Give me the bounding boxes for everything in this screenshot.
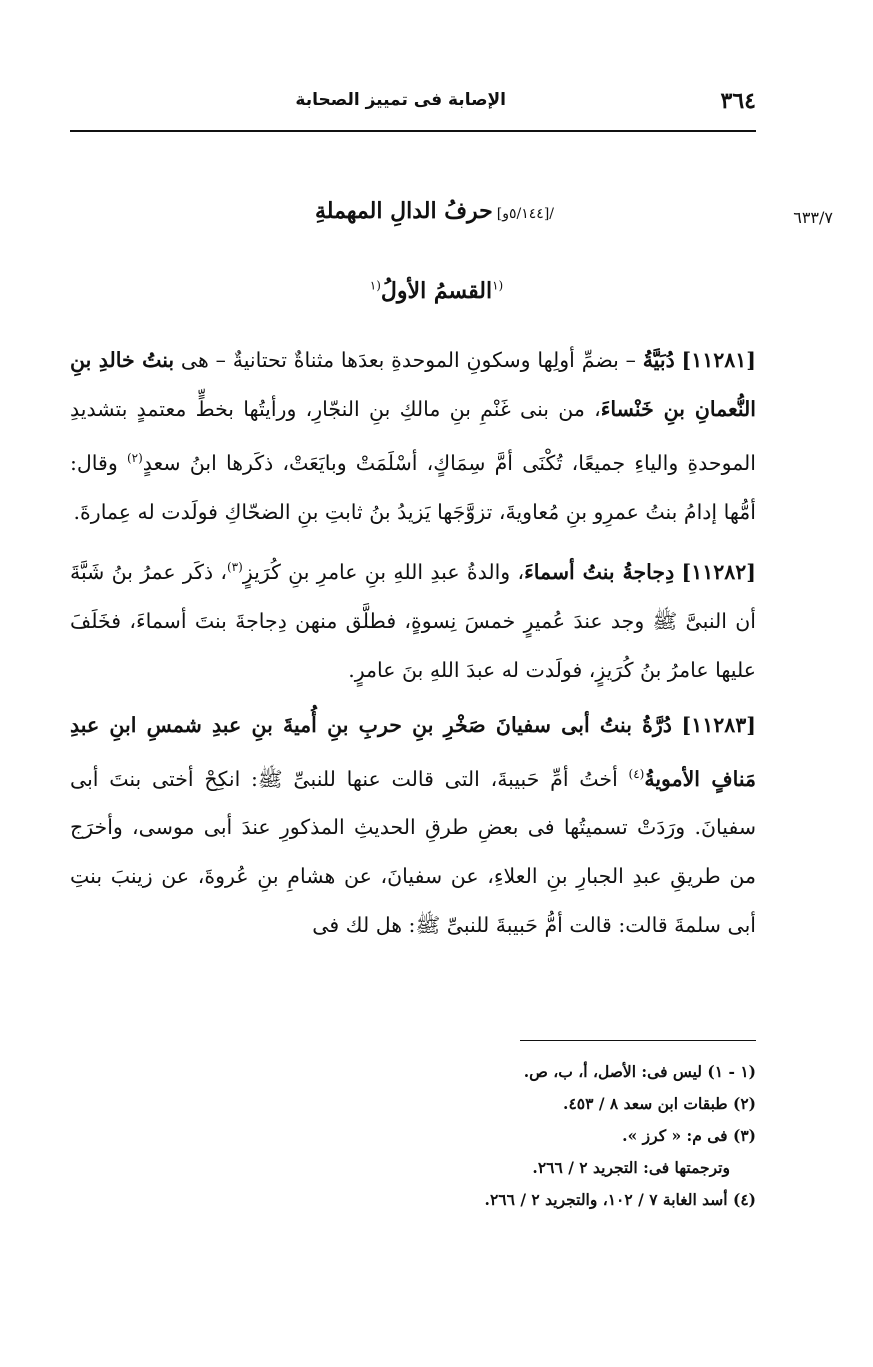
entry-number: [١١٢٨١] (681, 348, 756, 372)
page-header (70, 88, 756, 122)
part-title-text: القسمُ الأولُ (380, 278, 493, 304)
margin-reference: ٦٣٣/٧ (793, 208, 833, 227)
entry-text: ، من بنى غَنْمِ بنِ مالكِ بنِ النجّارِ، ورأيتُها بخطٍّ معتمدٍ بتشديدِ الموحدةِ والياءِ جميعًا، تُكْنَى أمَّ سِمَاكٍ، أسْلَمَتْ وبايَعَتْ، ذكَرها ابنُ سعدٍ (70, 397, 756, 475)
entry-name-lineage: بنتُ خالدِ بنِ النُّعمانِ بنِ خَنْساءَ (70, 348, 756, 421)
entry-number: [١١٢٨٣] (681, 712, 756, 737)
footnote-marker: (١ (492, 278, 504, 293)
entry-11283 (70, 701, 756, 951)
footnote-marker: (٤) (628, 766, 645, 781)
section-title (0, 198, 873, 224)
entry-number: [١١٢٨٢] (681, 559, 756, 584)
entry-text: وقال: أمُّها إدامُ بنتُ عمرِو بنِ مُعاويةَ، تزوَّجَها يَزيدُ بنُ ثابتِ بنِ الضحّاكِ فولَدت له عِمارةَ. (70, 450, 756, 524)
entry-name: دِجاجةُ بنتُ أسماءَ (524, 559, 675, 584)
manuscript-ref: /[٥/١٤٤و] (496, 206, 554, 222)
entry-text: ، والدةُ عبدِ اللهِ بنِ عامرِ بنِ كُرَيزٍ (242, 559, 525, 584)
entry-11282 (70, 543, 756, 695)
section-title-text: حرفُ الدالِ المهملةِ (314, 198, 493, 224)
entry-text: ، ذكَر عمرُ بنُ شَبَّةَ أن النبىَّ ﷺ وجد عندَ عُميرٍ خمسَ نِسوةٍ، فطلَّق منهن دِجاجةَ بنتَ أسماءَ، فخَلَفَ عليها عامرُ بنُ كُرَيزٍ، فولَدت له عبدَ اللهِ بنَ عامرٍ. (70, 559, 756, 682)
footnote: (١ - ١) ليس فى: الأصل، أ، ب، ص. (523, 1062, 756, 1081)
footnote: (٢) طبقات ابن سعد ٨ / ٤٥٣. (563, 1094, 756, 1113)
entry-name: دُبَيَّةُ (642, 348, 675, 372)
footnote: (٣) فى م: « كرز ». (622, 1126, 756, 1145)
entry-text: أختُ أمِّ حَبيبةَ، التى قالت عنها للنبىِّ ﷺ: انكِحْ أختى بنتَ أبى سفيانَ. ورَدَتْ تسميتُها فى بعضِ طرقِ الحديثِ المذكورِ عندَ أبى موسى، وأخرَج من طريقِ عبدِ الجبارِ بنِ العلاءِ، عن سفيانَ، عن هشامِ بنِ عُروةَ، عن زينبَ بنتِ أبى سلمةَ قالت: قالت أمُّ حَبيبةَ للنبىِّ ﷺ: هل لك فى (70, 766, 757, 938)
header-rule (70, 130, 756, 132)
entry-text: – بضمِّ أولِها وسكونِ الموحدةِ بعدَها مثناةٌ تحتانيةٌ – هى (174, 348, 643, 372)
footnote-marker: (١ (369, 278, 381, 293)
part-title (0, 278, 873, 304)
footnotes (120, 1056, 756, 1216)
body-text (70, 336, 756, 956)
footnote-marker: (٣) (226, 559, 243, 574)
footnote: وترجمتها فى: التجريد ٢ / ٢٦٦. (532, 1158, 730, 1177)
entry-11281 (70, 336, 756, 537)
page-number: ٣٦٤ (720, 88, 756, 114)
running-title: الإصابة فى تمييز الصحابة (295, 90, 506, 110)
footnote-marker: (٢) (126, 451, 143, 465)
footnote: (٤) أسد الغابة ٧ / ١٠٢، والتجريد ٢ / ٢٦٦. (484, 1190, 756, 1209)
entry-name: دُرَّةُ بنتُ أبى سفيانَ صَخْرِ بنِ حربِ بنِ أُميةَ بنِ عبدِ شمسِ ابنِ عبدِ مَنافٍ الأمويةُ (70, 712, 756, 791)
footnote-rule (520, 1040, 756, 1041)
